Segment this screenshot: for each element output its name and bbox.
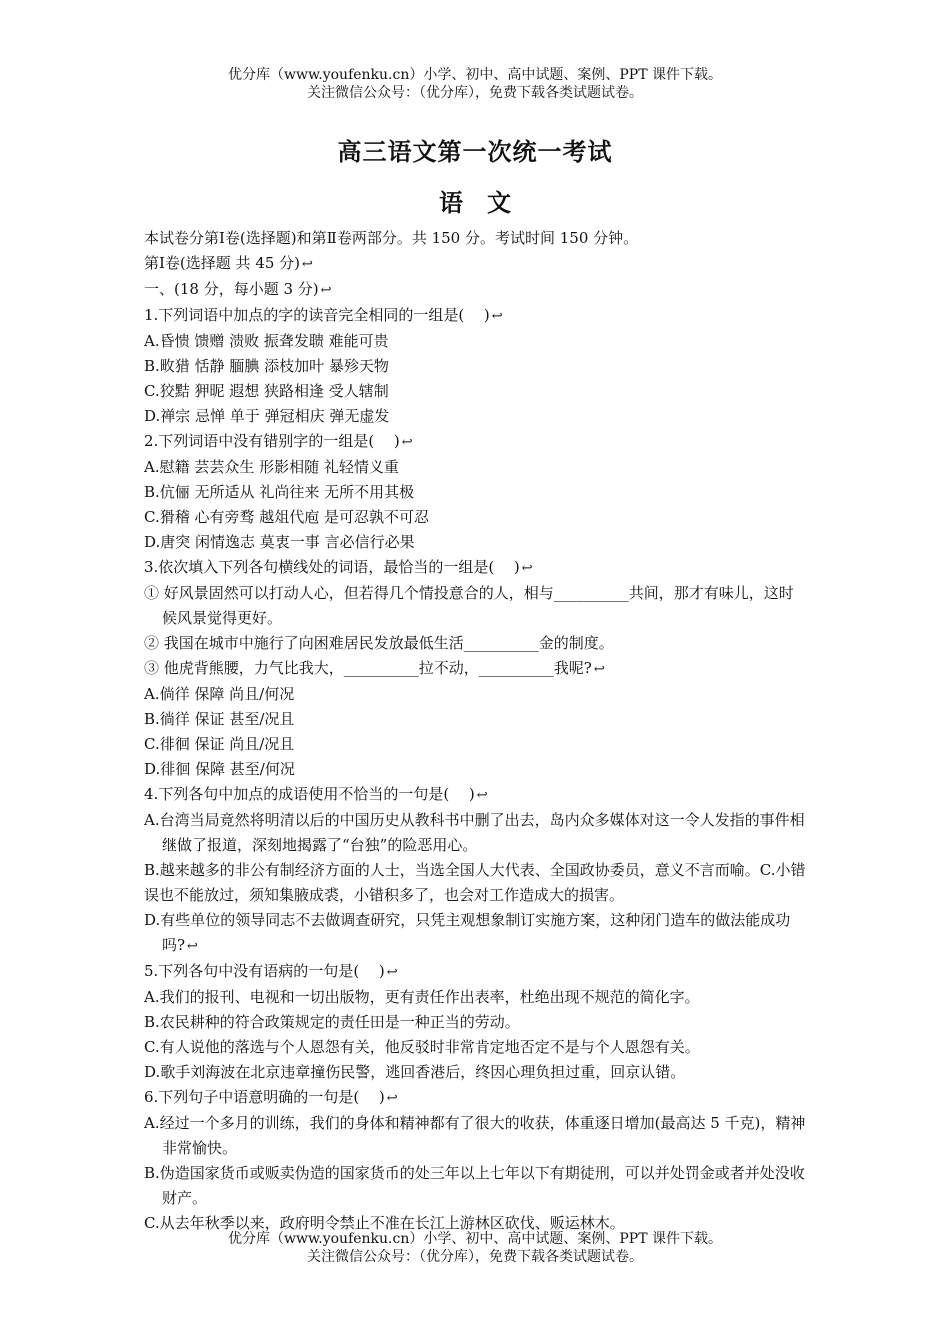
q3-sentence-1: ① 好风景固然可以打动人心，但若得几个情投意合的人，相与__________共间，那才有味儿，这时候风景觉得更好。 — [144, 584, 794, 627]
question-5-stem: 5.下列各句中没有语病的一句是( ) ↩ — [144, 962, 398, 980]
return-mark-icon: ↩ — [187, 939, 198, 954]
q1-option-b: B.畋猎 恬静 腼腆 添枝加叶 暴殄天物 — [144, 357, 389, 375]
q3-sentence-2: ② 我国在城市中施行了向困难居民发放最低生活__________金的制度。 — [144, 634, 614, 652]
q2-option-d: D.唐突 闲情逸志 莫衷一事 言必信行必果 — [144, 533, 415, 551]
return-mark-icon: ↩ — [593, 662, 605, 677]
return-mark-icon: ↩ — [491, 309, 503, 324]
q5-option-c: C.有人说他的落选与个人恩怨有关，他反驳时非常肯定地否定不是与个人恩怨有关。 — [144, 1038, 700, 1056]
question-4-stem: 4.下列各句中加点的成语使用不恰当的一句是( ) ↩ — [144, 785, 488, 803]
exam-body — [144, 226, 808, 1236]
q5-option-b: B.农民耕种的符合政策规定的责任田是一种正当的劳动。 — [144, 1013, 520, 1031]
q1-option-d: D.禅宗 忌惮 单于 弹冠相庆 弹无虚发 — [144, 407, 390, 425]
q3-sentence-3: ③ 他虎背熊腰，力气比我大，__________拉不动，__________我呢? ↩ — [144, 659, 605, 677]
page-footer — [0, 1230, 950, 1266]
q3-option-a: A.倘徉 保障 尚且/何况 — [144, 685, 295, 703]
return-mark-icon: ↩ — [401, 435, 413, 450]
q6-option-c: C.从去年秋季以来，政府明令禁止不准在长江上游林区砍伐、贩运林木。 — [144, 1214, 625, 1232]
header-line-1: 优分库（www.youfenku.cn）小学、初中、高中试题、案例、PPT 课件下载。 — [227, 67, 722, 83]
q2-option-c: C.猾稽 心有旁骛 越俎代庖 是可忍孰不可忍 — [144, 508, 430, 526]
return-mark-icon: ↩ — [521, 561, 533, 576]
q3-option-d: D.徘徊 保障 甚至/何况 — [144, 760, 295, 778]
q4-option-b-c: B.越来越多的非公有制经济方面的人士，当选全国人大代表、全国政协委员，意义不言而喻。C.小错误也不能放过，须知集腋成裘，小错积多了，也会对工作造成大的损害。 — [144, 861, 806, 904]
q5-option-a: A.我们的报刊、电视和一切出版物，更有责任作出表率，杜绝出现不规范的简化字。 — [144, 988, 700, 1006]
page-header — [0, 66, 950, 102]
q3-option-c: C.徘徊 保证 尚且/况且 — [144, 735, 295, 753]
return-mark-icon: ↩ — [476, 788, 488, 803]
question-6-stem: 6.下列句子中语意明确的一句是( ) ↩ — [144, 1088, 398, 1106]
q3-option-b: B.徜徉 保证 甚至/况且 — [144, 710, 295, 728]
footer-line-2: 关注微信公众号：（优分库），免费下载各类试题试卷。 — [307, 1249, 643, 1265]
q2-option-b: B.伉俪 无所适从 礼尚往来 无所不用其极 — [144, 483, 415, 501]
q6-option-b: B.伪造国家货币或贩卖伪造的国家货币的处三年以上七年以下有期徒刑，可以并处罚金或者并处没收财产。 — [144, 1164, 805, 1207]
question-1-stem: 1.下列词语中加点的字的读音完全相同的一组是( ) ↩ — [144, 306, 503, 324]
intro-text: 本试卷分第Ⅰ卷(选择题)和第Ⅱ卷两部分。共 150 分。考试时间 150 分钟。 — [144, 229, 639, 247]
exam-title: 高三语文第一次统一考试 — [337, 137, 613, 166]
q1-option-a: A.昏愦 馈赠 溃败 振聋发聩 难能可贵 — [144, 332, 389, 350]
q6-option-a: A.经过一个多月的训练，我们的身体和精神都有了很大的收获，体重逐日增加(最高达 5 千克)，精神非常愉快。 — [144, 1114, 806, 1157]
return-mark-icon: ↩ — [320, 283, 332, 298]
header-line-2: 关注微信公众号：（优分库），免费下载各类试题试卷。 — [307, 85, 643, 101]
return-mark-icon: ↩ — [302, 257, 313, 272]
q1-option-c: C.狡黠 狎昵 遐想 狭路相逢 受人辖制 — [144, 382, 389, 400]
footer-line-1: 优分库（www.youfenku.cn）小学、初中、高中试题、案例、PPT 课件下载。 — [227, 1231, 722, 1247]
part-heading: 第Ⅰ卷(选择题 共 45 分) ↩ — [144, 254, 313, 272]
question-3-stem: 3.依次填入下列各句横线处的词语，最恰当的一组是( ) ↩ — [144, 558, 533, 576]
q2-option-a: A.慰籍 芸芸众生 形影相随 礼轻情义重 — [144, 458, 399, 476]
return-mark-icon: ↩ — [386, 1091, 398, 1106]
subject-title: 语 文 — [439, 188, 511, 217]
question-2-stem: 2.下列词语中没有错别字的一组是( ) ↩ — [144, 432, 413, 450]
return-mark-icon: ↩ — [386, 965, 398, 980]
q4-option-a: A.台湾当局竟然将明清以后的中国历史从教科书中删了出去，岛内众多媒体对这一令人发指的事件相继做了报道，深刻地揭露了“台独”的险恶用心。 — [144, 811, 805, 854]
q5-option-d: D.歌手刘海波在北京违章撞伤民警，逃回香港后，终因心理负担过重，回京认错。 — [144, 1063, 686, 1081]
section-heading: 一、(18 分，每小题 3 分) ↩ — [144, 280, 332, 298]
q4-option-d: D.有些单位的领导同志不去做调查研究，只凭主观想象制订实施方案，这种闭门造车的做法能成功吗? ↩ — [144, 911, 791, 954]
